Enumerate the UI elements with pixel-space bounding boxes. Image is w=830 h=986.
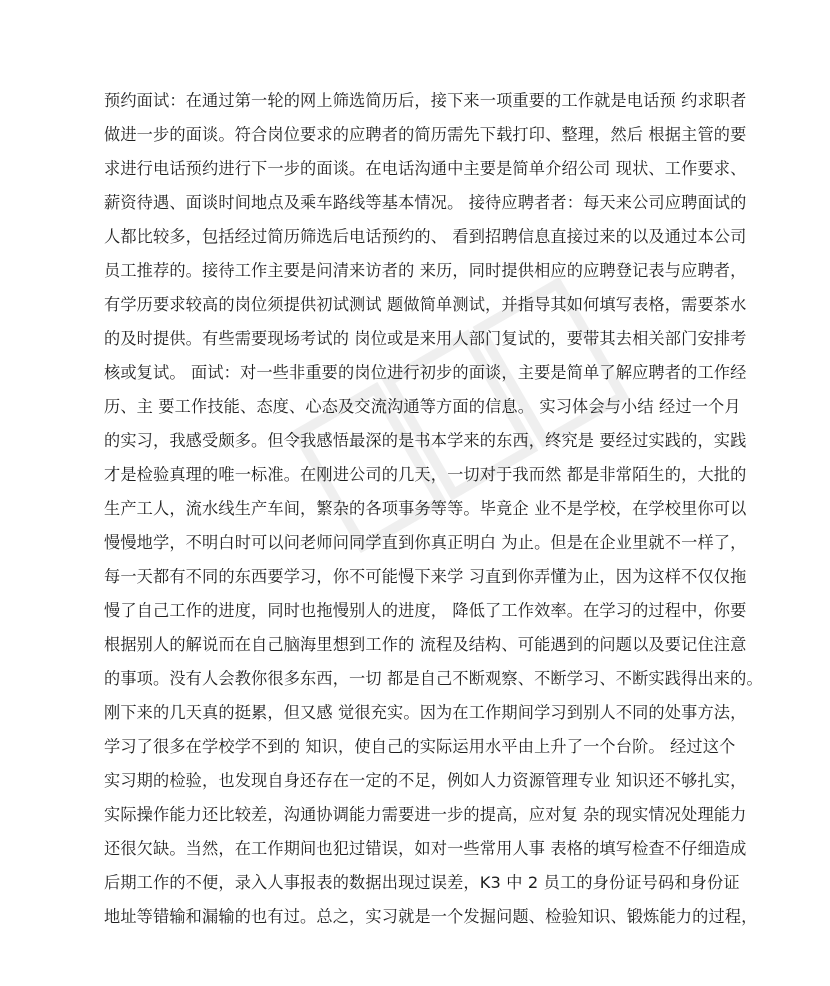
text-line: 的实习，我感受颇多。但令我感悟最深的是书本学来的东西，终究是 要经过实践的，实践: [104, 431, 747, 450]
text-line: 根据别人的解说而在自己脑海里想到工作的 流程及结构、可能遇到的问题以及要记住注意: [104, 635, 747, 654]
text-line: 后期工作的不便，录入人事报表的数据出现过误差，K3 中 2 员工的身份证号码和身份证: [104, 873, 740, 892]
text-line: 才是检验真理的唯一标准。在刚进公司的几天，一切对于我而然 都是非常陌生的，大批的: [104, 465, 747, 484]
body-text: [104, 84, 763, 934]
text-line: 学习了很多在学校学不到的 知识，使自己的实际运用水平由上升了一个台阶。 经过这个: [104, 737, 736, 756]
text-line: 每一天都有不同的东西要学习，你不可能慢下来学 习直到你弄懂为止，因为这样不仅仅拖: [104, 567, 747, 586]
text-line: 地址等错输和漏输的也有过。总之，实习就是一个发掘问题、检验知识、锻炼能力的过程，: [104, 907, 758, 926]
text-line: 刚下来的几天真的挺累，但又感 觉很充实。因为在工作期间学习到别人不同的处事方法，: [104, 703, 747, 722]
text-line: 的事项。没有人会教你很多东西，一切 都是自己不断观察、不断学习、不断实践得出来的。: [104, 669, 763, 688]
text-line: 做进一步的面谈。符合岗位要求的应聘者的简历需先下载打印、整理，然后 根据主管的要: [104, 125, 747, 144]
text-line: 的及时提供。有些需要现场考试的 岗位或是来用人部门复试的，要带其去相关部门安排考: [104, 329, 747, 348]
text-line: 慢慢地学，不明白时可以问老师问同学直到你真正明白 为止。但是在企业里就不一样了，: [104, 533, 747, 552]
text-line: 员工推荐的。接待工作主要是问清来访者的 来历，同时提供相应的应聘登记表与应聘者，: [104, 261, 747, 280]
text-line: 薪资待遇、面谈时间地点及乘车路线等基本情况。 接待应聘者者：每天来公司应聘面试的: [104, 193, 747, 212]
text-line: 还很欠缺。当然，在工作期间也犯过错误，如对一些常用人事 表格的填写检查不仔细造成: [104, 839, 747, 858]
text-line: 人都比较多，包括经过简历筛选后电话预约的、 看到招聘信息直接过来的以及通过本公司: [104, 227, 747, 246]
text-line: 有学历要求较高的岗位须提供初试测试 题做简单测试，并指导其如何填写表格，需要茶水: [104, 295, 747, 314]
text-line: 实习期的检验，也发现自身还存在一定的不足，例如人力资源管理专业 知识还不够扎实，: [104, 771, 747, 790]
text-line: 实际操作能力还比较差，沟通协调能力需要进一步的提高，应对复 杂的现实情况处理能力: [104, 805, 747, 824]
text-line: 历、主 要工作技能、态度、心态及交流沟通等方面的信息。 实习体会与小结 经过一个月: [104, 397, 741, 416]
text-line: 生产工人，流水线生产车间，繁杂的各项事务等等。毕竟企 业不是学校，在学校里你可以: [104, 499, 747, 518]
text-line: 求进行电话预约进行下一步的面谈。在电话沟通中主要是简单介绍公司 现状、工作要求、: [104, 159, 747, 178]
text-line: 核或复试。 面试：对一些非重要的岗位进行初步的面谈，主要是简单了解应聘者的工作经: [104, 363, 747, 382]
text-line: 预约面试：在通过第一轮的网上筛选简历后，接下来一项重要的工作就是电话预 约求职者: [104, 91, 747, 110]
text-line: 慢了自己工作的进度，同时也拖慢别人的进度， 降低了工作效率。在学习的过程中，你要: [104, 601, 747, 620]
